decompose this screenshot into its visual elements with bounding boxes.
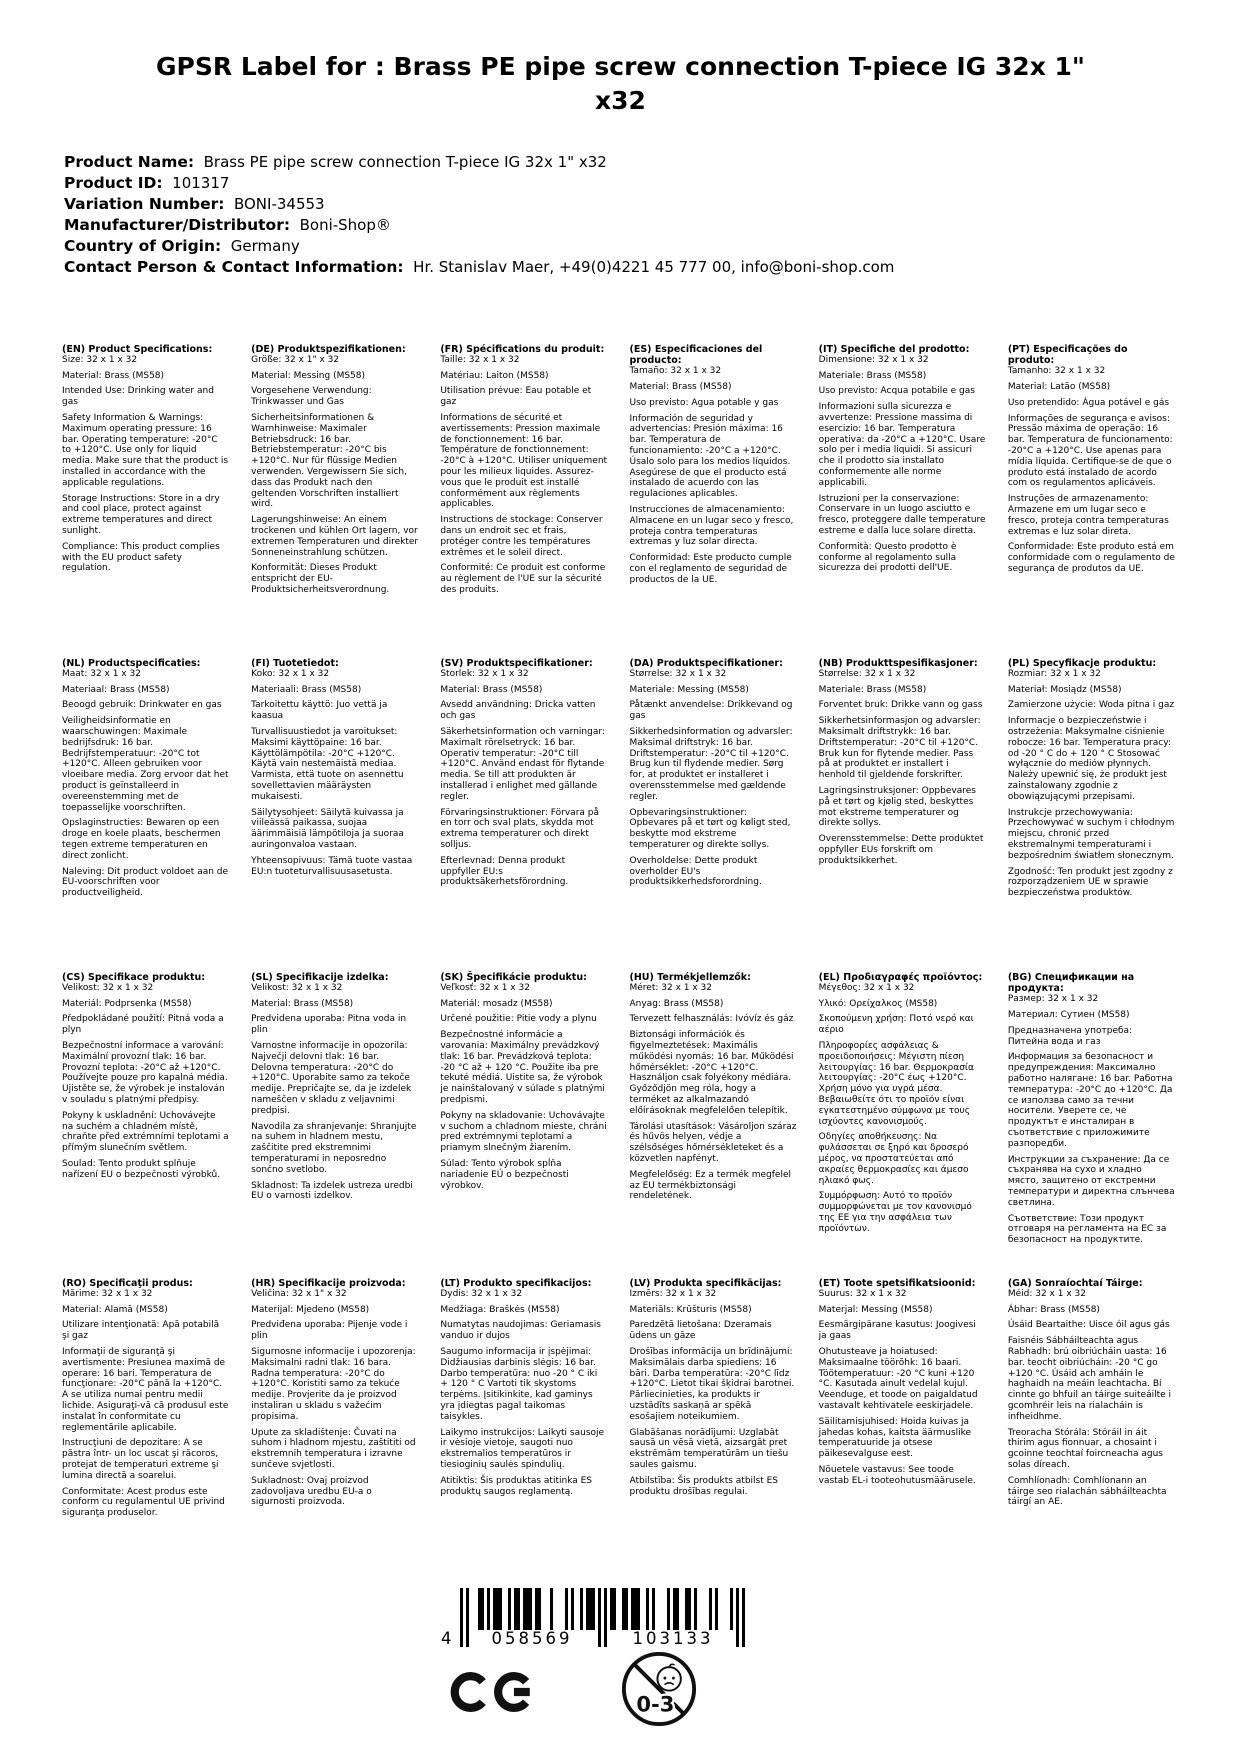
language-block-paragraph: Veličina: 32 x 1" x 32 <box>251 1288 347 1299</box>
language-block-paragraph: Materiāls: Krūšturis (MS58) <box>629 1304 752 1315</box>
language-block-pt <box>1008 344 1183 658</box>
language-block-paragraph: Veiligheidsinformatie en waarschuwingen: Maximale bedrijfsdruk: 16 bar. Bedrijfstemperatuur: -20°C tot +120°C. Alleen gebruiken voor vloeibare media. Zorg ervoor dat het product is geïnstalleerd in overeenstemming met de toepasselijke voorschriften. <box>62 716 229 813</box>
language-block-paragraph: Material: Brass (MS58) <box>251 998 354 1009</box>
language-block-paragraph: Medžiaga: Braškės (MS58) <box>440 1304 560 1315</box>
language-block-paragraph: Συμμόρφωση: Αυτό το προϊόν συμμορφώνεται με τον κανονισμό της ΕΕ για την ασφάλεια των προϊόντων. <box>818 1191 972 1234</box>
language-block-paragraph: Conformidad: Este producto cumple con el reglamento de seguridad de productos de la UE. <box>629 553 792 585</box>
product-info <box>64 152 1241 278</box>
language-block-paragraph: Skladnost: Ta izdelek ustreza uredbi EU o varnosti izdelkov. <box>251 1180 413 1202</box>
language-block-paragraph: Bezpečnostné informácie a varovania: Maximálny prevádzkový tlak: 16 bar. Prevádzková teplota: -20 °C až + 120 °C. Použite iba pre tekuté médiá. Uistite sa, že výrobok je nainštalovaný v súlade s platnými predpismi. <box>440 1030 605 1106</box>
product-info-label: Manufacturer/Distributor: <box>64 215 291 234</box>
language-block-paragraph: Yhteensopivuus: Tämä tuote vastaa EU:n tuoteturvallisuusasetusta. <box>251 855 413 877</box>
product-info-row <box>64 152 1241 173</box>
language-block-paragraph: Méid: 32 x 1 x 32 <box>1007 1288 1086 1299</box>
language-block-paragraph: Suurus: 32 x 1 x 32 <box>818 1288 907 1299</box>
ce-mark-icon <box>450 1660 538 1724</box>
language-block-paragraph: Инструкции за съхранение: Да се съхранява на сухо и хладно място, защитено от екстремни температури и директна слънчева светлина. <box>1007 1154 1175 1208</box>
language-block-paragraph: Tarkoitettu käyttö: Juo vettä ja kaasua <box>251 700 388 722</box>
barcode-digits-group1: 058569 <box>491 1629 573 1648</box>
language-block-paragraph: Conformidade: Este produto está em conformidade com o regulamento de segurança de produtos da UE. <box>1007 542 1175 575</box>
product-info-row <box>64 215 1241 236</box>
language-block-paragraph: Opbevaringsinstruktioner: Opbevares på et tørt og køligt sted, beskytte mod ekstreme temperaturer og direkte sollys. <box>629 807 791 851</box>
product-info-row <box>64 194 1241 215</box>
language-block-paragraph: Určené použitie: Pitie vody a plynu <box>440 1014 597 1025</box>
language-block-paragraph: Πληροφορίες ασφάλειας & προειδοποιήσεις: Μέγιστη πίεση λειτουργίας: 16 bar. Θερμοκρασία λειτουργίας: -20°C έως +120°C. Χρήση μόνο για υγρά μέσα. Βεβαιωθείτε ότι το προϊόν είναι εγκατεστημένο σύμφωνα με τους ισχύοντες κανονισμούς. <box>818 1041 974 1127</box>
language-block-header: (SV) Produktspecifikationer: <box>440 657 593 669</box>
language-block-hr <box>251 1278 426 1525</box>
language-block-paragraph: Informaţii de siguranţă şi avertismente: Presiunea maximă de operare: 16 bari. Temperatura de funcţionare: -20°C până la +120°C. A se utiliza numai pentru medii lichide. Asiguraţi-vă că produsul este instalat în conformitate cu reglementările aplicabile. <box>62 1347 229 1433</box>
language-block-paragraph: Úsáid Beartaithe: Uisce óil agus gás <box>1007 1320 1170 1331</box>
language-block-header: (SK) Špecifikácie produktu: <box>440 971 587 983</box>
language-block-paragraph: Tamanho: 32 x 1 x 32 <box>1007 366 1106 377</box>
language-block-nl <box>62 658 237 972</box>
language-block-header: (EL) Προδιαγραφές προϊόντος: <box>818 971 983 983</box>
language-block-paragraph: Atbilstība: Šis produkts atbilst ES produktu drošības regulai. <box>629 1475 779 1497</box>
language-block-paragraph: Material: Messing (MS58) <box>251 370 366 381</box>
language-block-paragraph: Pokyny na skladovanie: Uchovávajte v suchom a chladnom mieste, chráni pred extrémnymi teplotami a priamym slnečným žiarením. <box>440 1110 607 1154</box>
language-block-paragraph: Materiál: Podprsenka (MS58) <box>62 998 192 1009</box>
language-block-paragraph: Información de seguridad y advertencias: Presión máxima: 16 bar. Temperatura de funcionamiento: -20°C a +120°C. Úsalo solo para los medios líquidos. Asegúrese de que el producto está instalado de acuerdo con las regulaciones aplicables. <box>629 413 791 500</box>
language-block-paragraph: Informazioni sulla sicurezza e avvertenze: Pressione massima di esercizio: 16 bar. Temperatura operativa: da -20°C a +120°C. Usare solo per i media liquidi. Si assicuri che il prodotto sia installato conformemente alle norme applicabili. <box>818 402 986 488</box>
language-block-paragraph: Instrucciones de almacenamiento: Almacene en un lugar seco y fresco, proteja contra temperaturas extremas y luz solar directa. <box>629 505 794 548</box>
language-block-paragraph: Förvaringsinstruktioner: Förvara på en torr och sval plats, skydda mot extrema temperaturer och direkt solljus. <box>440 807 599 851</box>
language-block-da <box>630 658 805 972</box>
language-block-bg <box>1008 972 1183 1278</box>
language-block-paragraph: Maat: 32 x 1 x 32 <box>62 668 141 679</box>
language-block-paragraph: Rozmiar: 32 x 1 x 32 <box>1007 668 1101 679</box>
language-block-paragraph: Overholdelse: Dette produkt overholder EU's produktsikkerhedsforordning. <box>629 855 762 888</box>
language-block-lt <box>440 1278 615 1525</box>
language-block-paragraph: Avsedd användning: Dricka vatten och gas <box>440 700 596 722</box>
product-info-row <box>64 257 1241 278</box>
language-block-paragraph: Lagerungshinweise: An einem trockenen und kühlen Ort lagern, vor extremen Temperaturen und direkter Sonneneinstrahlung schützen. <box>251 515 419 558</box>
language-block-paragraph: Σκοπούμενη χρήση: Ποτό νερό και αέριο <box>818 1014 974 1036</box>
language-block-et <box>819 1278 994 1525</box>
language-block-paragraph: Size: 32 x 1 x 32 <box>62 354 138 365</box>
barcode-digits-group2: 103133 <box>632 1629 714 1648</box>
language-block-paragraph: Materiał: Mosiądz (MS58) <box>1007 684 1122 695</box>
language-block-header: (LV) Produkta specifikācijas: <box>629 1277 782 1289</box>
language-block-paragraph: Comhlíonadh: Comhlíonann an táirge seo rialachán sábháilteachta táirgí an AE. <box>1007 1475 1167 1508</box>
product-info-row <box>64 173 1241 194</box>
language-block-sl <box>251 972 426 1278</box>
language-block-paragraph: Biztonsági információk és figyelmeztetések: Maximális működési nyomás: 16 bar. Működési hőmérséklet: -20°C +120°C. Használjon csak folyékony médiára. Győződjön meg róla, hogy a terméket az alkalmazandó előírásoknak megfelelően telepítik. <box>629 1030 794 1116</box>
language-block-paragraph: Turvallisuustiedot ja varoitukset: Maksimi käyttöpaine: 16 bar. Käyttölämpötila: -20°C +120°C. Käytä vain nestemäistä mediaa. Varmista, että tuote on asennettu sovellettavien määräysten mukaisesti. <box>251 727 404 802</box>
language-block-header: (NB) Produkttspesifikasjoner: <box>818 657 978 669</box>
language-block-header: (ET) Toote spetsifikatsioonid: <box>818 1277 976 1289</box>
product-info-value: 101317 <box>162 173 230 192</box>
language-block-paragraph: Velikost: 32 x 1 x 32 <box>251 982 343 993</box>
language-block-paragraph: Varnostne informacije in opozorila: Največji delovni tlak: 16 bar. Delovna temperatura: -20°C do +120°C. Uporabite samo za tekoče medije. Prepričajte se, da je izdelek nameščen v skladu z veljavnimi predpisi. <box>251 1041 412 1116</box>
language-block-paragraph: Informacje o bezpieczeństwie i ostrzeżenia: Maksymalne ciśnienie robocze: 16 bar. Temperatura pracy: od -20 ° C do + 120 ° C Stosować wyłącznie do mediów płynnych. Należy upewnić się, że produkt jest zainstalowany zgodnie z obowiązującymi przepisami. <box>1007 716 1171 802</box>
language-block-paragraph: Materiale: Brass (MS58) <box>818 684 927 695</box>
language-block-paragraph: Saugumo informacija ir įspėjimai: Didžiausias darbinis slėgis: 16 bar. Darbo temperatūra: nuo -20 ° C iki + 120 ° C Vartoti tik skystoms terpėms. Įsitikinkite, kad gaminys yra įdiegtas pagal taikomas taisykles. <box>440 1347 598 1422</box>
language-block-header: (PT) Especificações do produto: <box>1007 343 1128 366</box>
language-block-paragraph: Opslaginstructies: Bewaren op een droge en koele plaats, beschermen tegen extreme temperaturen en direct zonlicht. <box>62 818 221 861</box>
language-block-paragraph: Материал: Сутиен (MS58) <box>1007 1010 1130 1021</box>
language-block-paragraph: Paredzētā lietošana: Dzeramais ūdens un gāze <box>629 1320 772 1342</box>
language-block-paragraph: Instrukcje przechowywania: Przechowywać w suchym i chłodnym miejscu, chronić przed ekstremalnymi temperaturami i bezpośrednim światłem słonecznym. <box>1007 807 1175 861</box>
language-block-paragraph: Předpokládané použití: Pitná voda a plyn <box>62 1014 224 1036</box>
language-block-el <box>819 972 994 1278</box>
language-block-paragraph: Izmērs: 32 x 1 x 32 <box>629 1288 717 1299</box>
language-block-paragraph: Materiál: mosadz (MS58) <box>440 998 553 1009</box>
product-info-value: Boni-Shop® <box>290 215 391 234</box>
language-block-fr <box>440 344 615 658</box>
language-block-paragraph: Οδηγίες αποθήκευσης: Να φυλάσσεται σε ξηρό και δροσερό μέρος, να προστατεύεται από ακραίες θερμοκρασίες και άμεσο ηλιακό φως. <box>818 1132 969 1186</box>
language-block-paragraph: Safety Information & Warnings: Maximum operating pressure: 16 bar. Operating temperature: -20°C to +120°C. Use only for liquid media. Make sure that the product is installed in accordance with the applicable regulations. <box>62 413 229 488</box>
language-block-paragraph: Material: Brass (MS58) <box>62 370 165 381</box>
language-block-ga <box>1008 1278 1183 1525</box>
language-block-paragraph: Beoogd gebruik: Drinkwater en gas <box>62 700 222 711</box>
language-block-header: (EN) Product Specifications: <box>62 343 213 355</box>
language-block-paragraph: Naleving: Dit product voldoet aan de EU-voorschriften voor productveiligheid. <box>62 866 229 899</box>
language-block-paragraph: Materiale: Brass (MS58) <box>818 370 927 381</box>
language-block-paragraph: Compliance: This product complies with the EU product safety regulation. <box>62 541 220 574</box>
product-info-label: Contact Person & Contact Information: <box>64 257 404 276</box>
language-block-header: (GA) Sonraíochtaí Táirge: <box>1007 1277 1143 1289</box>
language-block-paragraph: Størrelse: 32 x 1 x 32 <box>818 668 916 679</box>
language-block-en <box>62 344 237 658</box>
language-block-paragraph: Υλικό: Ορείχαλκος (MS58) <box>818 998 938 1009</box>
language-block-paragraph: Súlad: Tento výrobok spĺňa nariadenie EÚ o bezpečnosti výrobkov. <box>440 1159 569 1191</box>
language-block-paragraph: Material: Brass (MS58) <box>440 684 543 695</box>
language-block-header: (ES) Especificaciones del producto: <box>629 343 763 366</box>
language-block-paragraph: Dimensione: 32 x 1 x 32 <box>818 354 929 365</box>
language-block-paragraph: Säilitamisjuhised: Hoida kuivas ja jahedas kohas, kaitsta äärmuslike temperatuuride ja otsese päikesevalguse eest. <box>818 1416 972 1460</box>
language-block-paragraph: Vorgesehene Verwendung: Trinkwasser und Gas <box>251 386 372 408</box>
language-block-paragraph: Taille: 32 x 1 x 32 <box>440 354 520 365</box>
language-block-paragraph: Ohutusteave ja hoiatused: Maksimaalne töörõhk: 16 baari. Töötemperatuur: -20 °C kuni +120 °C. Kasutada ainult vedelal kujul. Veenduge, et toode on paigaldatud vastavalt kehtivatele eeskirjadele. <box>818 1347 978 1412</box>
language-block-header: (IT) Specifiche del prodotto: <box>818 343 970 355</box>
language-block-paragraph: Upute za skladištenje: Čuvati na suhom i hladnom mjestu, zaštititi od ekstremnih temperatura i izravne sunčeve svjetlosti. <box>251 1427 416 1471</box>
language-block-paragraph: Matériau: Laiton (MS58) <box>440 370 549 381</box>
product-info-value: BONI-34553 <box>224 194 325 213</box>
language-block-header: (NL) Productspecificaties: <box>62 657 201 669</box>
language-block-nb <box>819 658 994 972</box>
product-info-label: Product Name: <box>64 152 195 171</box>
language-block-paragraph: Pokyny k uskladnění: Uchovávejte na suchém a chladném místě, chraňte před extrémními teplotami a přímým slunečním světlem. <box>62 1110 229 1154</box>
language-block-sk <box>440 972 615 1278</box>
language-block-lv <box>630 1278 805 1525</box>
language-block-es <box>630 344 805 658</box>
language-block-paragraph: Conformité: Ce produit est conforme au règlement de l'UE sur la sécurité des produits. <box>440 563 606 596</box>
language-block-paragraph: Nõuetele vastavus: See toode vastab EL-i tooteohutusmäärusele. <box>818 1465 976 1486</box>
language-block-paragraph: Conformitate: Acest produs este conform cu regulamentul UE privind siguranţa produselor. <box>62 1486 225 1519</box>
language-block-paragraph: Ábhar: Brass (MS58) <box>1007 1304 1100 1315</box>
language-block-paragraph: Storage Instructions: Store in a dry and cool place, protect against extreme temperatures and direct sunlight. <box>62 493 220 537</box>
language-block-paragraph: Materiaal: Brass (MS58) <box>62 684 170 695</box>
language-block-paragraph: Bezpečnostní informace a varování: Maximální provozní tlak: 16 bar. Provozní teplota: -20°C až +120°C. Používejte pouze pro kapalná média. Ujistěte se, že výrobek je instalován v souladu s platnými předpisy. <box>62 1041 228 1106</box>
language-block-paragraph: Tárolási utasítások: Vásároljon száraz és hűvös helyen, védje a szélsőséges hőmérsékleteket és a közvetlen napfényt. <box>629 1121 797 1165</box>
baby-face-icon <box>657 1664 680 1690</box>
language-block-paragraph: Material: Brass (MS58) <box>629 382 732 393</box>
language-block-paragraph: Tervezett felhasználás: Ivóvíz és gáz <box>629 1014 794 1025</box>
language-block-paragraph: Съответствие: Този продукт отговаря на регламента на ЕС за безопасност на продуктите. <box>1007 1213 1167 1246</box>
language-block-paragraph: Uso previsto: Agua potable y gas <box>629 397 779 408</box>
language-block-paragraph: Sigurnosne informacije i upozorenja: Maksimalni radni tlak: 16 bara. Radna temperatura: -20°C do +120°C. Koristiti samo za tekuće medije. Provjerite da je proizvod instaliran u skladu s važećim propisima. <box>251 1347 416 1422</box>
language-block-paragraph: Utilizare intenţionată: Apă potabilă şi gaz <box>62 1320 220 1342</box>
language-block-header: (HU) Termékjellemzők: <box>629 971 751 983</box>
language-block-paragraph: Instrucţiuni de depozitare: A se păstra într- un loc uscat şi răcoros, protejat de temperaturi extreme şi lumina directă a soarelui. <box>62 1438 219 1481</box>
product-info-value: Germany <box>221 236 300 255</box>
language-block-paragraph: Информация за безопасност и предупреждения: Максимално работно налягане: 16 bar. Работна температура: -20°C до +120°C. Да се използва само за течни носители. Уверете се, че продуктът е инсталиран в съответствие с приложимите разпоредби. <box>1007 1052 1173 1149</box>
ean13-barcode <box>441 1588 745 1650</box>
language-block-paragraph: Overensstemmelse: Dette produktet oppfyller EUs forskrift om produktsikkerhet. <box>818 834 984 866</box>
language-block-header: (LT) Produkto specifikacijos: <box>440 1277 592 1289</box>
language-block-paragraph: Veľkosť: 32 x 1 x 32 <box>440 982 530 993</box>
product-info-row <box>64 236 1241 257</box>
language-block-paragraph: Zamierzone użycie: Woda pitna i gaz <box>1007 700 1175 711</box>
age-warning-text: 0-3 <box>636 1691 675 1717</box>
barcode-bar <box>742 1588 745 1647</box>
language-block-paragraph: Material: Alamă (MS58) <box>62 1304 168 1315</box>
language-block-paragraph: Предназначена употреба: Питейна вода и газ <box>1007 1025 1133 1047</box>
language-block-header: (RO) Specificaţii produs: <box>62 1277 193 1289</box>
language-block-paragraph: Predvidena uporaba: Pitna voda in plin <box>251 1014 407 1036</box>
language-block-header: (FR) Spécifications du produit: <box>440 343 605 355</box>
language-block-paragraph: Informations de sécurité et avertissements: Pression maximale de fonctionnement: 16 bar. Température de fonctionnement: -20°C à +120°C. Utiliser uniquement pour les milieux liquides. Assurez-vous que le produit est installé conformément aux règlements applicables. <box>440 413 608 510</box>
language-block-paragraph: Materijal: Mjedeno (MS58) <box>251 1304 370 1315</box>
language-block-fi <box>251 658 426 972</box>
product-info-value: Brass PE pipe screw connection T-piece IG 32x 1" x32 <box>194 152 607 171</box>
language-block-paragraph: Materjal: Messing (MS58) <box>818 1304 933 1315</box>
language-block-header: (DE) Produktspezifikationen: <box>251 343 406 355</box>
language-block-paragraph: Zgodność: Ten produkt jest zgodny z rozporządzeniem UE w sprawie bezpieczeństwa produktów. <box>1007 866 1173 899</box>
language-block-paragraph: Soulad: Tento produkt splňuje nařízení EU o bezpečnosti výrobků. <box>62 1159 221 1180</box>
language-block-paragraph: Faisnéis Sábháilteachta agus Rabhadh: brú oibriúcháin uasta: 16 bar. teocht oibriúcháin: -20 °C go +120 °C. Úsáid ach amháin le haghaidh na meáin leachtacha. Bí cinnte go bhfuil an táirge suiteáilte i gcomhréir leis na rialacháin is infheidhme. <box>1007 1336 1172 1422</box>
age-warning-0-3-icon <box>620 1650 698 1728</box>
language-block-paragraph: Conformità: Questo prodotto è conforme al regolamento sulla sicurezza dei prodotti dell'UE. <box>818 541 957 574</box>
language-block-paragraph: Navodila za shranjevanje: Shranjujte na suhem in hladnem mestu, zaščitite pred ekstremnimi temperaturami in neposredno sončno svetlobo. <box>251 1121 417 1175</box>
language-block-header: (FI) Tuotetiedot: <box>251 657 339 669</box>
language-block-paragraph: Størrelse: 32 x 1 x 32 <box>629 668 727 679</box>
language-block-paragraph: Intended Use: Drinking water and gas <box>62 386 214 408</box>
language-block-paragraph: Materiaali: Brass (MS58) <box>251 684 362 695</box>
product-info-label: Country of Origin: <box>64 236 222 255</box>
language-block-paragraph: Drošības informācija un brīdinājumi: Maksimālais darba spiediens: 16 bāri. Darba temperatūra: -20°C līdz +120°C. Lietot tikai šķidrai barotnei. Pārliecinieties, ka produkts ir uzstādīts saskaņā ar spēkā esošajiem noteikumiem. <box>629 1347 795 1422</box>
language-block-paragraph: Tamaño: 32 x 1 x 32 <box>629 366 722 377</box>
language-block-paragraph: Säkerhetsinformation och varningar: Maximalt rörelsetryck: 16 bar. Operativ temperatur: -20°C till +120°C. Använd endast för flytande media. Se till att produkten är installerad i enlighet med gällande regler. <box>440 727 605 802</box>
language-block-cs <box>62 972 237 1278</box>
language-block-header: (PL) Specyfikacje produktu: <box>1007 657 1157 669</box>
language-block-header: (BG) Спецификации на продукта: <box>1007 971 1135 994</box>
language-block-paragraph: Eesmärgipärane kasutus: Joogivesi ja gaas <box>818 1320 976 1342</box>
language-block-header: (CS) Specifikace produktu: <box>62 971 206 983</box>
language-block-hu <box>630 972 805 1278</box>
language-block-paragraph: Koko: 32 x 1 x 32 <box>251 668 330 679</box>
language-block-paragraph: Treoracha Stórála: Stóráil in áit thirim agus fionnuar, a chosaint i gcoinne teochtaí foircneacha agus solas díreach. <box>1007 1427 1163 1471</box>
language-block-paragraph: Glabāšanas norādījumi: Uzglabāt sausā un vēsā vietā, aizsargāt pret ekstrēmām temperatūrām un tiešu saules gaismu. <box>629 1427 789 1471</box>
language-block-paragraph: Utilisation prévue: Eau potable et gaz <box>440 386 592 408</box>
product-info-label: Variation Number: <box>64 194 225 213</box>
language-block-paragraph: Efterlevnad: Denna produkt uppfyller EU:s produktsäkerhetsförordning. <box>440 855 569 888</box>
language-block-paragraph: Размер: 32 x 1 x 32 <box>1007 994 1099 1005</box>
language-block-sv <box>440 658 615 972</box>
language-block-paragraph: Informações de segurança e avisos: Pressão máxima de operação: 16 bar. Temperatura de funcionamento: -20°C a +120°C. Use apenas para mídia líquida. Certifique-se de que o produto está instalado de acordo com os regulamentos aplicáveis. <box>1007 413 1173 489</box>
language-block-paragraph: Instruções de armazenamento: Armazene em um lugar seco e fresco, proteja contra temperaturas extremas e luz solar direta. <box>1007 494 1169 537</box>
language-block-ro <box>62 1278 237 1525</box>
language-blocks-grid <box>62 344 1183 1525</box>
language-block-paragraph: Istruzioni per la conservazione: Conservare in un luogo asciutto e fresco, proteggere dalle temperature estreme e dalla luce solare diretta. <box>818 493 986 537</box>
language-block-header: (SL) Specifikacije izdelka: <box>251 971 389 983</box>
product-info-label: Product ID: <box>64 173 163 192</box>
language-block-paragraph: Predviđena uporaba: Pijenje vode i plin <box>251 1320 408 1342</box>
language-block-paragraph: Materiale: Messing (MS58) <box>629 684 749 695</box>
language-block-paragraph: Μέγεθος: 32 x 1 x 32 <box>818 982 915 993</box>
language-block-paragraph: Instructions de stockage: Conserver dans un endroit sec et frais, protéger contre les températures extrêmes et le soleil direct. <box>440 515 603 558</box>
language-block-it <box>819 344 994 658</box>
language-block-paragraph: Material: Latão (MS58) <box>1007 382 1111 393</box>
language-block-paragraph: Sikkerhedsinformation og advarsler: Maksimal driftstryk: 16 bar. Driftstemperatur: -20°C til +120°C. Brug kun til flydende medier. Sørg for, at produktet er installeret i overensstemmelse med gældende regler. <box>629 727 793 802</box>
barcode-lead-digit: 4 <box>441 1629 452 1648</box>
language-block-paragraph: Méret: 32 x 1 x 32 <box>629 982 712 993</box>
language-block-paragraph: Storlek: 32 x 1 x 32 <box>440 668 529 679</box>
language-block-paragraph: Größe: 32 x 1" x 32 <box>251 354 340 365</box>
language-block-paragraph: Påtænkt anvendelse: Drikkevand og gas <box>629 700 793 722</box>
product-info-value: Hr. Stanislav Maer, +49(0)4221 45 777 00, info@boni-shop.com <box>403 257 895 276</box>
language-block-header: (DA) Produktspecifikationer: <box>629 657 783 669</box>
language-block-paragraph: Uso previsto: Acqua potabile e gas <box>818 386 975 397</box>
language-block-paragraph: Atitiktis: Šis produktas atitinka ES produktų saugos reglamentą. <box>440 1475 593 1497</box>
language-block-paragraph: Sukladnost: Ovaj proizvod zadovoljava uredbu EU-a o sigurnosti proizvoda. <box>251 1475 372 1508</box>
language-block-paragraph: Sikkerhetsinformasjon og advarsler: Maksimalt driftstrykk: 16 bar. Driftstemperatur: -20°C til +120°C. Bruk kun for flytende medier. Pass på at produktet er installert i henhold til gjeldende forskrifter. <box>818 716 981 781</box>
language-block-paragraph: Uso pretendido: Água potável e gás <box>1007 397 1170 408</box>
language-block-paragraph: Sicherheitsinformationen & Warnhinweise: Maximaler Betriebsdruck: 16 bar. Betriebstemperatur: -20°C bis +120°C. Nur für flüssige Medien verwenden. Vergewissern Sie sich, dass das Produkt nach den geltenden Vorschriften installiert wird. <box>251 413 407 510</box>
language-block-de <box>251 344 426 658</box>
language-block-paragraph: Anyag: Brass (MS58) <box>629 998 724 1009</box>
language-block-paragraph: Megfelelőség: Ez a termék megfelel az EU termékbiztonsági rendeletének. <box>629 1169 791 1202</box>
language-block-paragraph: Forventet bruk: Drikke vann og gass <box>818 700 983 711</box>
language-block-paragraph: Numatytas naudojimas: Geriamasis vanduo ir dujos <box>440 1320 601 1342</box>
language-block-pl <box>1008 658 1183 972</box>
language-block-paragraph: Säilytysohjeet: Säilytä kuivassa ja viileässä paikassa, suojaa äärimmäisiä lämpötiloja ja suoraa auringonvaloa vastaan. <box>251 807 404 851</box>
language-block-paragraph: Lagringsinstruksjoner: Oppbevares på et tørt og kjølig sted, beskyttes mot ekstreme temperaturer og direkte sollys. <box>818 786 976 829</box>
language-block-header: (HR) Specifikacije proizvoda: <box>251 1277 406 1289</box>
language-block-paragraph: Dydis: 32 x 1 x 32 <box>440 1288 523 1299</box>
language-block-paragraph: Velikost: 32 x 1 x 32 <box>62 982 154 993</box>
language-block-paragraph: Mărime: 32 x 1 x 32 <box>62 1288 153 1299</box>
language-block-paragraph: Konformität: Dieses Produkt entspricht der EU-Produktsicherheitsverordnung. <box>251 563 390 596</box>
language-block-paragraph: Laikymo instrukcijos: Laikyti sausoje ir vėsioje vietoje, saugoti nuo ekstremalios temperatūros ir tiesioginių saulės spindulių. <box>440 1427 605 1471</box>
page-title: GPSR Label for : Brass PE pipe screw connection T-piece IG 32x 1" x32 <box>156 52 1085 115</box>
